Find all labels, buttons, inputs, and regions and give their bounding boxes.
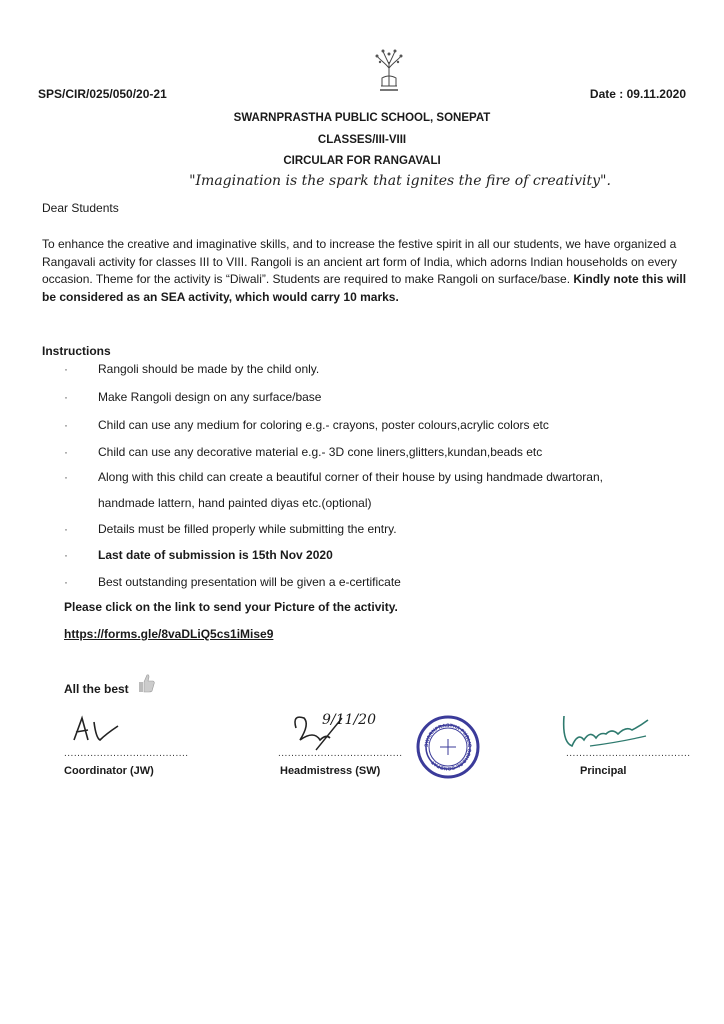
motto-quote: "Imagination is the spark that ignites the fire of creativity".: [189, 173, 611, 189]
signature-line: ......................................: [566, 748, 691, 759]
coordinator-signature: [66, 712, 126, 748]
signature-line: ......................................: [64, 748, 189, 759]
headmistress-sign-date: 9/11/20: [322, 712, 376, 728]
all-the-best: All the best: [64, 682, 129, 696]
instruction-item: Child can use any decorative material e.g.- 3D cone liners,glitters,kundan,beads etc: [98, 445, 543, 459]
bullet: ·: [64, 522, 68, 536]
school-logo: [372, 48, 406, 94]
principal-signature: [560, 712, 650, 752]
bullet: ·: [64, 445, 68, 459]
circular-title: CIRCULAR FOR RANGAVALI: [283, 155, 441, 167]
signature-line: ......................................: [278, 748, 403, 759]
coordinator-label: Coordinator (JW): [64, 765, 154, 777]
bullet: ·: [64, 418, 68, 432]
instructions-title: Instructions: [42, 344, 111, 358]
classes-heading: CLASSES/III-VIII: [317, 134, 407, 146]
school-name: SWARNPRASTHA PUBLIC SCHOOL, SONEPAT: [233, 112, 491, 124]
instruction-item-deadline: Last date of submission is 15th Nov 2020: [98, 548, 333, 562]
instruction-item: Best outstanding presentation will be given a e-certificate: [98, 575, 401, 589]
submission-note: Please click on the link to send your Picture of the activity.: [64, 600, 398, 614]
bullet: ·: [64, 575, 68, 589]
school-seal: [416, 715, 480, 779]
submission-link[interactable]: https://forms.gle/8vaDLiQ5cs1iMise9: [64, 627, 274, 641]
intro-note: Kindly note this will be considered as an SEA activity, which would carry 10 marks.: [42, 272, 687, 304]
svg-text:SWARNPRASTHA PUBLIC SCHOOL SON: SWARNPRASTHA PUBLIC SCHOOL SONEPAT: [423, 722, 473, 772]
instruction-item: Details must be filled properly while submitting the entry.: [98, 522, 397, 536]
bullet: ·: [64, 362, 68, 376]
greeting: Dear Students: [42, 201, 119, 215]
instruction-item: Make Rangoli design on any surface/base: [98, 390, 322, 404]
reference-number: SPS/CIR/025/050/20-21: [38, 87, 167, 101]
thumbs-up-icon: [136, 672, 156, 694]
circular-date: Date : 09.11.2020: [589, 87, 686, 101]
bullet: ·: [64, 390, 68, 404]
principal-label: Principal: [580, 765, 627, 777]
intro-paragraph: [42, 236, 692, 306]
instruction-item: Child can use any medium for coloring e.g.- crayons, poster colours,acrylic colors etc: [98, 418, 549, 432]
instruction-item-continued: handmade lattern, hand painted diyas etc.(optional): [98, 496, 372, 510]
instruction-item: Along with this child can create a beautiful corner of their house by using handmade dwartoran,: [98, 470, 603, 484]
bullet: ·: [64, 470, 68, 484]
instruction-item: Rangoli should be made by the child only.: [98, 362, 320, 376]
bullet: ·: [64, 548, 68, 562]
intro-text: To enhance the creative and imaginative skills, and to increase the festive spirit in all our students, we have organized a Rangavali activity for classes III to VIII. Rangoli is an ancient art form of India, which adorns Indian households on every occasion. Theme for the activity is “Diwali”. Students are required to make Rangoli on surface/base.: [42, 237, 677, 286]
headmistress-label: Headmistress (SW): [280, 765, 381, 777]
